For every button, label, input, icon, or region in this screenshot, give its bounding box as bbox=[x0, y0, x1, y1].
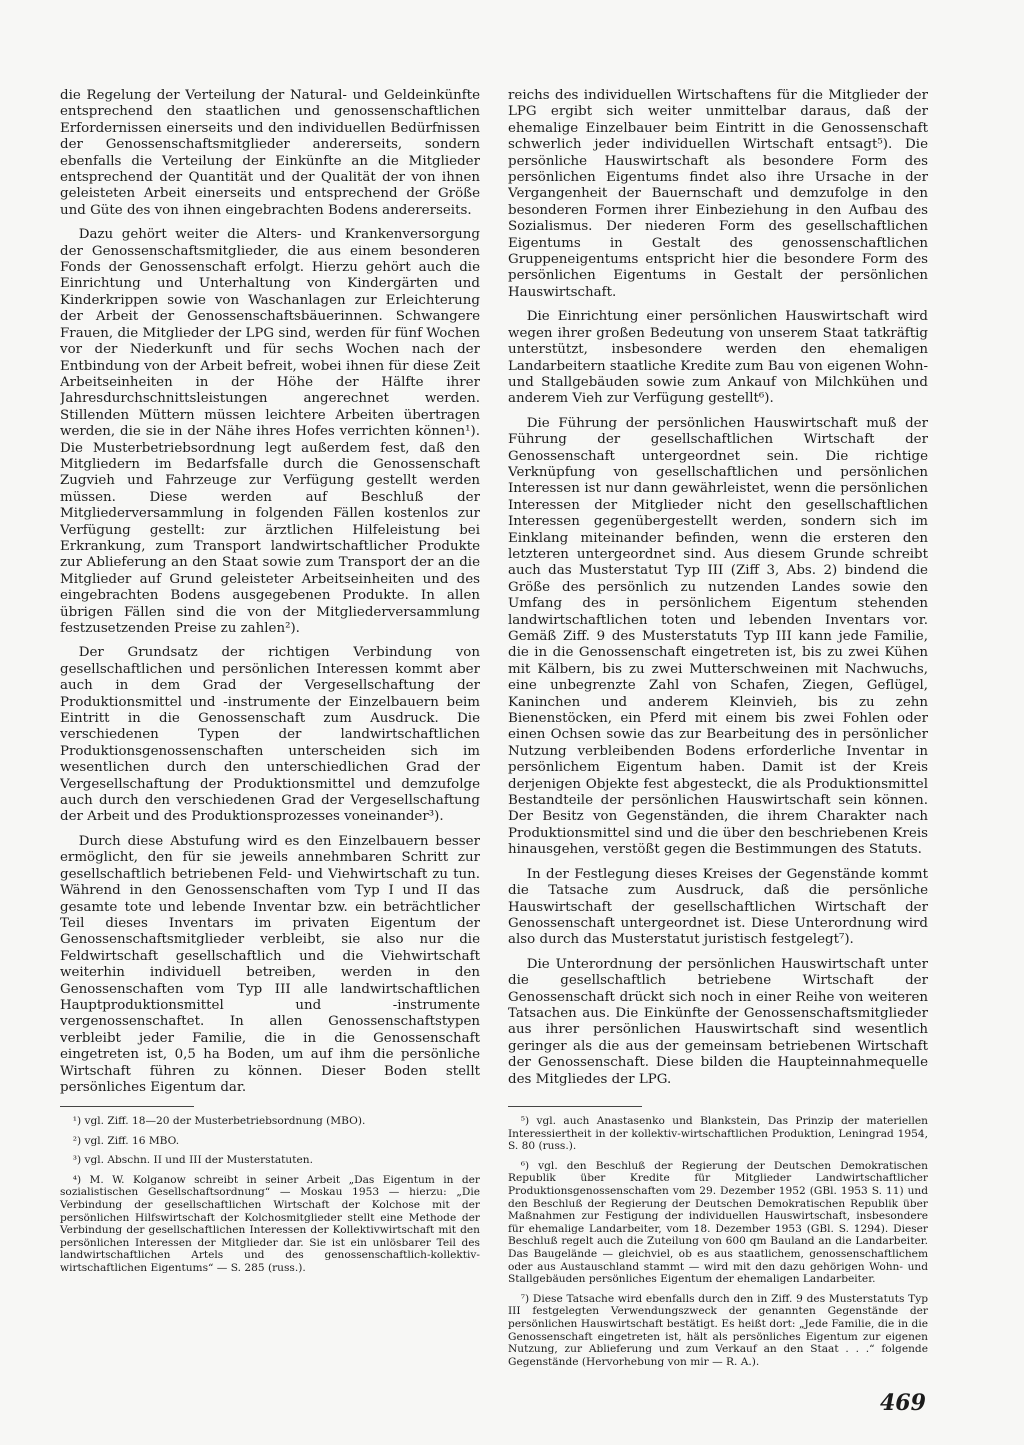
paragraph: Die Einrichtung einer persönlichen Hauswirtschaft wird wegen ihrer großen Bedeutung von unserem Staat tatkräftig unterstützt, insbesondere werden den ehemaligen Landarbeitern staatliche Kredite zum Bau von eigenen Wohn- und Stallgebäuden sowie zum Ankauf von Milchkühen und anderem Vieh zur Verfügung gestellt⁶). bbox=[508, 309, 928, 407]
footnotes-right bbox=[508, 1100, 928, 1375]
right-column-text bbox=[508, 88, 928, 1098]
paragraph: Die Unterordnung der persönlichen Hauswirtschaft unter die gesellschaftlich betriebene Wirtschaft der Genossenschaft drückt sich noch in einer Reihe von weiteren Tatsachen aus. Die Einkünfte der Genossenschaftsmitglieder aus ihrer persönlichen Hauswirtschaft sind wesentlich geringer als die aus der gemeinsam betriebenen Wirtschaft der Genossenschaft. Diese bilden die Haupteinnahmequelle des Mitgliedes der LPG. bbox=[508, 956, 928, 1087]
paragraph: Die Führung der persönlichen Hauswirtschaft muß der Führung der gesellschaftlichen Wirtschaft der Genossenschaft untergeordnet sein. Die richtige Verknüpfung von gesellschaftlichen und persönlichen Interessen ist nur dann gewährleistet, wenn die persönlichen Interessen der Mitglieder nicht den gesellschaftlichen Interessen gegenübergestellt werden, sondern sich im Einklang miteinander befinden, wenn die ersteren den letzteren untergeordnet sind. Aus diesem Grunde schreibt auch das Musterstatut Typ III (Ziff 3, Abs. 2) bindend die Größe des persönlich zu nutzenden Landes sowie den Umfang des in persönlichem Eigentum stehenden landwirtschaftlichen toten und lebenden Inventars vor. Gemäß Ziff. 9 des Musterstatuts Typ III kann jede Familie, die in die Genossenschaft eingetreten ist, bis zu zwei Kühen mit Kälbern, bis zu zwei Mutterschweinen mit Nachwuchs, eine unbegrenzte Zahl von Schafen, Ziegen, Geflügel, Kaninchen und anderem Kleinvieh, bis zu zehn Bienenstöcken, ein Pferd mit einem bis zwei Fohlen oder einen Ochsen sowie das zur Bearbeitung des in persönlicher Nutzung verbleibenden Bodens erforderliche Inventar in persönlichem Eigentum haben. Damit ist der Kreis derjenigen Objekte fest abgesteckt, die als Produktionsmittel Bestandteile der persönlichen Hauswirtschaft sein können. Der Besitz von Gegenständen, die ihrem Charakter nach Produktionsmittel sind und die über den beschriebenen Kreis hinausgehen, verstößt gegen die Bestimmungen des Statuts. bbox=[508, 415, 928, 858]
footnote: ⁶) vgl. den Beschluß der Regierung der Deutschen Demokratischen Republik über Kredite für Mitglieder Landwirtschaftlicher Produktionsgenossenschaften vom 29. Dezember 1952 (GBl. 1953 S. 11) und den Beschluß der Regierung der Deutschen Demokratischen Republik über Maßnahmen zur Festigung der individuellen Hauswirtschaft, insbesondere für ehemalige Landarbeiter, vom 18. Dezember 1953 (GBl. S. 1294). Dieser Beschluß regelt auch die Zuteilung von 600 qm Bauland an die Landarbeiter. Das Baugelände — gleichviel, ob es aus staatlichem, genossenschaftlichem oder aus Austauschland stammt — wird mit den dazu gehörigen Wohn- und Stallgebäuden persönliches Eigentum der ehemaligen Landarbeiter. bbox=[508, 1159, 928, 1286]
paragraph: Der Grundsatz der richtigen Verbindung von gesellschaftlichen und persönlichen Interessen kommt aber auch in dem Grad der Vergesellschaftung der Produktionsmittel und -instrumente der Einzelbauern beim Eintritt in die Genossenschaft zum Ausdruck. Die verschiedenen Typen der landwirtschaftlichen Produktionsgenossenschaften unterscheiden sich im wesentlichen durch den unterschiedlichen Grad der Vergesellschaftung der Produktionsmittel und demzufolge auch durch den verschiedenen Grad der Vergesellschaftung der Arbeit und des Produktionsprozesses voneinander³). bbox=[60, 645, 480, 825]
page-number: 469 bbox=[880, 1390, 926, 1416]
footnotes-left bbox=[60, 1100, 480, 1282]
paragraph: In der Festlegung dieses Kreises der Gegenstände kommt die Tatsache zum Ausdruck, daß die persönliche Hauswirtschaft der gesellschaftlichen Wirtschaft der Genossenschaft untergeordnet ist. Diese Unterordnung wird also durch das Musterstatut juristisch festgelegt⁷). bbox=[508, 866, 928, 948]
left-column-text bbox=[60, 88, 480, 1098]
footnote: ²) vgl. Ziff. 16 MBO. bbox=[72, 1134, 180, 1147]
footnote: ¹) vgl. Ziff. 18—20 der Musterbetriebsordnung (MBO). bbox=[72, 1115, 366, 1127]
footnote: ⁵) vgl. auch Anastasenko und Blankstein, Das Prinzip der materiellen Interessiertheit in der kollektiv-wirtschaftlichen Produktion, Leningrad 1954, S. 80 (russ.). bbox=[508, 1115, 928, 1153]
paragraph: die Regelung der Verteilung der Natural- und Geldeinkünfte entsprechend den staatlichen und genossenschaftlichen Erfordernissen einerseits und den individuellen Bedürfnissen der Genossenschaftsmitglieder andererseits, sondern ebenfalls die Verteilung der Einkünfte an die Mitglieder entsprechend der Quantität und der Qualität der von ihnen geleisteten Arbeit einerseits und entsprechend der Größe und Güte des von ihnen eingebrachten Bodens andererseits. bbox=[60, 88, 480, 218]
footnote-divider bbox=[60, 1106, 194, 1107]
paragraph: reichs des individuellen Wirtschaftens für die Mitglieder der LPG ergibt sich weiter unmittelbar daraus, daß der ehemalige Einzelbauer beim Eintritt in die Genossenschaft schwerlich jeder individuellen Wirtschaft entsagt⁵). Die persönliche Hauswirtschaft als besondere Form des persönlichen Eigentums findet also ihre Ursache in der Vergangenheit der Bauernschaft und demzufolge in den besonderen Formen ihrer Einbeziehung in den Aufbau des Sozialismus. Der niederen Form des gesellschaftlichen Eigentums in Gestalt des genossenschaftlichen Gruppeneigentums entspricht hier die besondere Form des persönlichen Eigentums in Gestalt der persönlichen Hauswirtschaft. bbox=[508, 88, 928, 300]
paragraph: Dazu gehört weiter die Alters- und Krankenversorgung der Genossenschaftsmitglieder, die aus einem besonderen Fonds der Genossenschaft erfolgt. Hierzu gehört auch die Einrichtung und Unterhaltung von Kindergärten und Kinderkrippen sowie von Waschanlagen zur Erleichterung der Arbeit der Genossenschaftsbäuerinnen. Schwangere Frauen, die Mitglieder der LPG sind, werden für fünf Wochen vor der Niederkunft und für sechs Wochen nach der Entbindung von der Arbeit befreit, wobei ihnen für diese Zeit Arbeitseinheiten in der Höhe der Hälfte ihrer Jahresdurchschnittsleistungen angerechnet werden. Stillenden Müttern müssen leichtere Arbeiten übertragen werden, die sie in der Nähe ihres Hofes verrichten können¹). Die Musterbetriebsordnung legt außerdem fest, daß den Mitgliedern im Bedarfsfalle durch die Genossenschaft Zugvieh und Fahrzeuge zur Verfügung gestellt werden müssen. Diese werden auf Beschluß der Mitgliederversammlung in folgenden Fällen kostenlos zur Verfügung gestellt: zur ärztlichen Hilfeleistung bei Erkrankung, zum Transport landwirtschaftlicher Produkte zur Ablieferung an den Staat sowie zum Transport der an die Mitglieder auf Grund geleisteter Arbeitseinheiten und des eingebrachten Bodens ausgegebenen Produkte. In allen übrigen Fällen sind die von der Mitgliederversammlung festzusetzenden Preise zu zahlen²). bbox=[60, 227, 480, 636]
footnote: ³) vgl. Abschn. II und III der Musterstatuten. bbox=[72, 1154, 313, 1167]
footnote: ⁷) Diese Tatsache wird ebenfalls durch den in Ziff. 9 des Musterstatuts Typ III festgelegten Verwendungszweck der genannten Gegenstände der persönlichen Hauswirtschaft bestätigt. Es heißt dort: „Jede Familie, die in die Genossenschaft eingetreten ist, hält als persönliches Eigentum zur eigenen Nutzung, zur Ablieferung und zum Verkauf an den Staat . . .“ folgende Gegenstände (Hervorhebung von mir — R. A.). bbox=[508, 1292, 928, 1368]
footnote-divider bbox=[508, 1106, 642, 1107]
paragraph: Durch diese Abstufung wird es den Einzelbauern besser ermöglicht, den für sie jeweils annehmbaren Schritt zur gesellschaftlich betriebenen Feld- und Viehwirtschaft zu tun. Während in den Genossenschaften vom Typ I und II das gesamte tote und lebende Inventar bzw. ein beträchtlicher Teil dieses Inventars im privaten Eigentum der Genossenschaftsmitglieder verbleibt, sie also nur die Feldwirtschaft gesellschaftlich und die Viehwirtschaft weiterhin individuell betreiben, werden in den Genossenschaften vom Typ III alle landwirtschaftlichen Hauptproduktionsmittel und -instrumente vergenossenschaftet. In allen Genossenschaftstypen verbleibt jeder Familie, die in die Genossenschaft eingetreten ist, 0,5 ha Boden, um auf ihm die persönliche Wirtschaft führen zu können. Dieser Boden stellt persönliches Eigentum dar. bbox=[60, 833, 480, 1095]
footnote: ⁴) M. W. Kolganow schreibt in seiner Arbeit „Das Eigentum in der sozialistischen Gesellschaftsordnung“ — Moskau 1953 — hierzu: „Die Verbindung der gesellschaftlichen Wirtschaft der Kolchose mit der persönlichen Hilfswirtschaft der Kolchosmitglieder stellt eine Methode der Verbindung der gesellschaftlichen Interessen der Kollektivwirtschaft mit den persönlichen Interessen der Mitglieder dar. Sie ist ein unlösbarer Teil des landwirtschaftlichen Artels und des genossenschaftlich-kollektiv-wirtschaftlichen Eigentums“ — S. 285 (russ.). bbox=[60, 1173, 480, 1274]
